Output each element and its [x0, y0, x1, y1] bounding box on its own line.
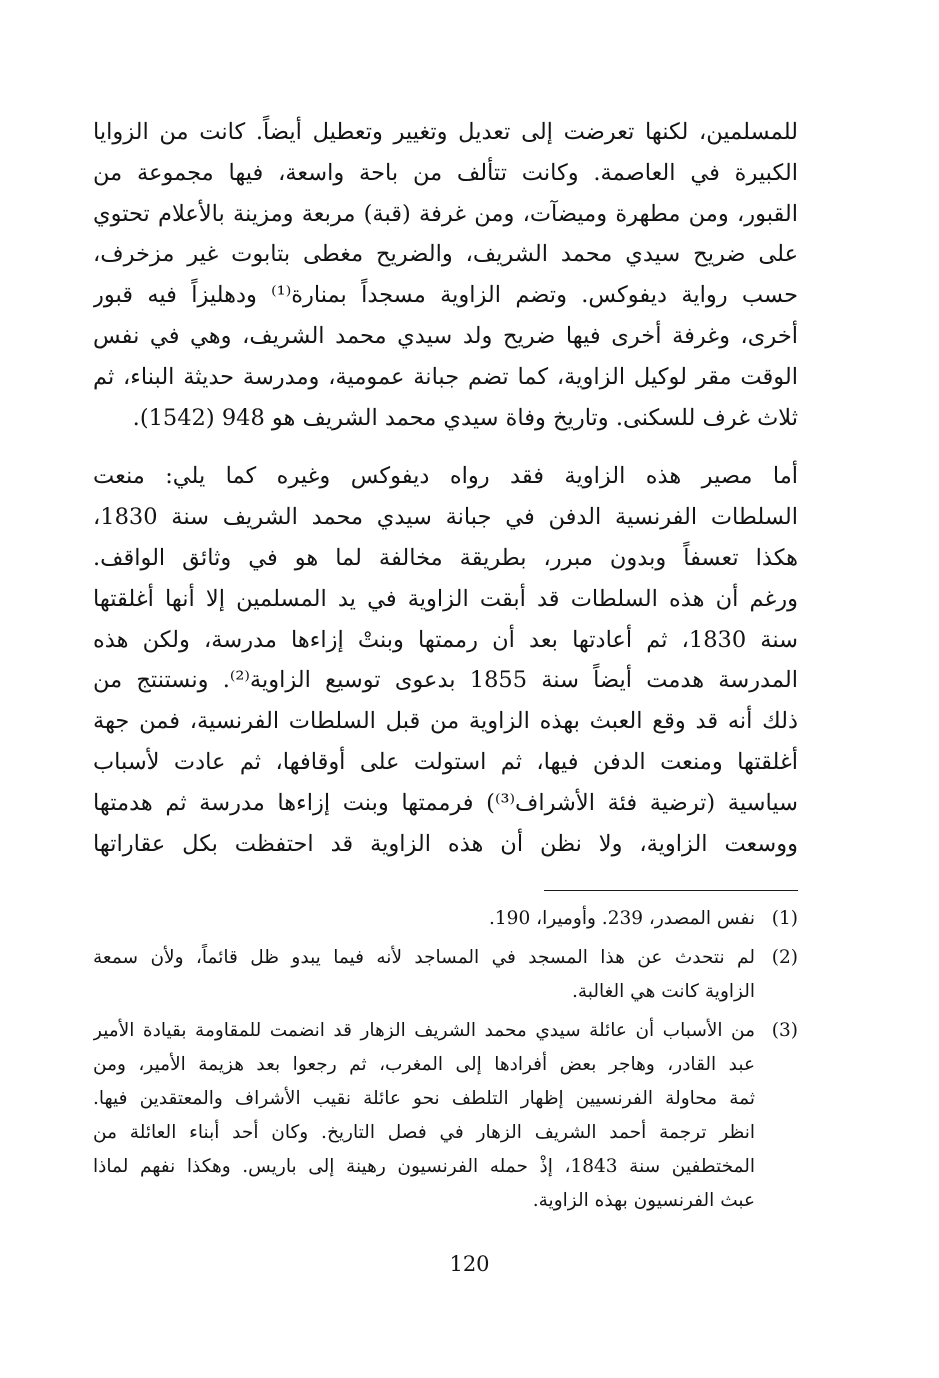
text-line: الكبيرة في العاصمة. وكانت تتألف من باحة واسعة، فيها مجموعة من — [93, 159, 798, 186]
text-line: للمسلمين، لكنها تعرضت إلى تعديل وتغيير وتعطيل أيضاً. كانت من الزوايا — [93, 119, 798, 145]
footnotes — [93, 902, 798, 1218]
text-line: هكذا تعسفاً وبدون مبرر، بطريقة مخالفة لما هو في وثائق الواقف. — [93, 544, 798, 571]
footnote-line: الزاوية كانت هي الغالبة. — [571, 981, 755, 1002]
text-line: السلطات الفرنسية الدفن في جبانة سيدي محمد الشريف سنة 1830، — [93, 504, 798, 531]
footnote-number: (3) — [771, 1020, 798, 1041]
footnote-number: (2) — [771, 947, 798, 968]
text-line: الوقت مقر لوكيل الزاوية، كما تضم جبانة عمومية، ومدرسة حديثة البناء، ثم — [93, 363, 798, 390]
text-line: أغلقتها ومنعت الدفن فيها، ثم استولت على أوقافها، ثم عادت لأسباب — [93, 748, 798, 775]
text-line: القبور، ومن مطهرة وميضآت، ومن غرفة (قبة) مربعة ومزينة بالأعلام تحتوي — [93, 200, 798, 227]
text-line: سنة 1830، ثم أعادتها بعد أن رممتها وبنتْ إزاءها مدرسة، ولكن هذه — [93, 626, 798, 653]
text-line: سياسية (ترضية فئة الأشراف⁽³⁾) فرممتها وبنت إزاءها مدرسة ثم هدمتها — [93, 789, 798, 816]
text-line: حسب رواية ديفوكس. وتضم الزاوية مسجداً بمنارة⁽¹⁾ ودهليزاً فيه قبور — [93, 282, 798, 309]
text-line: ذلك أنه قد وقع العبث بهذه الزاوية من قبل السلطات الفرنسية، فمن جهة — [93, 708, 798, 735]
footnote-1 — [93, 902, 798, 936]
footnote-divider — [544, 890, 798, 891]
main-text — [93, 112, 798, 864]
footnote-3 — [93, 1014, 798, 1218]
paragraph-1 — [93, 112, 798, 438]
paragraph-2 — [93, 456, 798, 864]
paragraph-gap — [93, 438, 798, 456]
text-line: أما مصير هذه الزاوية فقد رواه ديفوكس وغيره كما يلي: منعت — [93, 463, 798, 490]
footnote-line: لم نتحدث عن هذا المسجد في المساجد لأنه فيما يبدو ظل قائماً، ولأن سمعة — [93, 947, 755, 968]
footnote-number: (1) — [771, 908, 798, 929]
footnote-line: عبد القادر، وهاجر بعض أفرادها إلى المغرب، ثم رجعوا بعد هزيمة الأمير، ومن — [93, 1054, 755, 1075]
text-line: ورغم أن هذه السلطات قد أبقت الزاوية في يد المسلمين إلا أنها أغلقتها — [93, 585, 798, 612]
text-line: أخرى، وغرفة أخرى فيها ضريح ولد سيدي محمد الشريف، وهي في نفس — [93, 322, 798, 349]
footnote-line: عبث الفرنسيون بهذه الزاوية. — [532, 1190, 755, 1211]
footnote-line: من الأسباب أن عائلة سيدي محمد الشريف الزهار قد انضمت للمقاومة بقيادة الأمير — [93, 1020, 755, 1041]
text-line: المدرسة هدمت أيضاً سنة 1855 بدعوى توسيع الزاوية⁽²⁾. ونستنتج من — [93, 667, 798, 694]
footnote-line: ثمة محاولة الفرنسيين إظهار التلطف نحو عائلة نقيب الأشراف والمعتقدين فيها. — [93, 1088, 755, 1109]
text-line: على ضريح سيدي محمد الشريف، والضريح مغطى بتابوت غير مزخرف، — [93, 241, 798, 268]
footnote-line: نفس المصدر، 239. وأوميرا، 190. — [489, 908, 755, 929]
footnote-line: انظر ترجمة أحمد الشريف الزهار في فصل التاريخ. وكان أحد أبناء العائلة من — [93, 1122, 755, 1143]
footnote-line: المختطفين سنة 1843، إذْ حمله الفرنسيون رهينة إلى باريس. وهكذا نفهم لماذا — [93, 1156, 755, 1177]
text-line: ثلاث غرف للسكنى. وتاريخ وفاة سيدي محمد الشريف هو 948 (1542). — [132, 404, 798, 431]
text-line: ووسعت الزاوية، ولا نظن أن هذه الزاوية قد احتفظت بكل عقاراتها — [93, 830, 798, 857]
footnote-2 — [93, 941, 798, 1009]
page-number: 120 — [449, 1252, 490, 1276]
